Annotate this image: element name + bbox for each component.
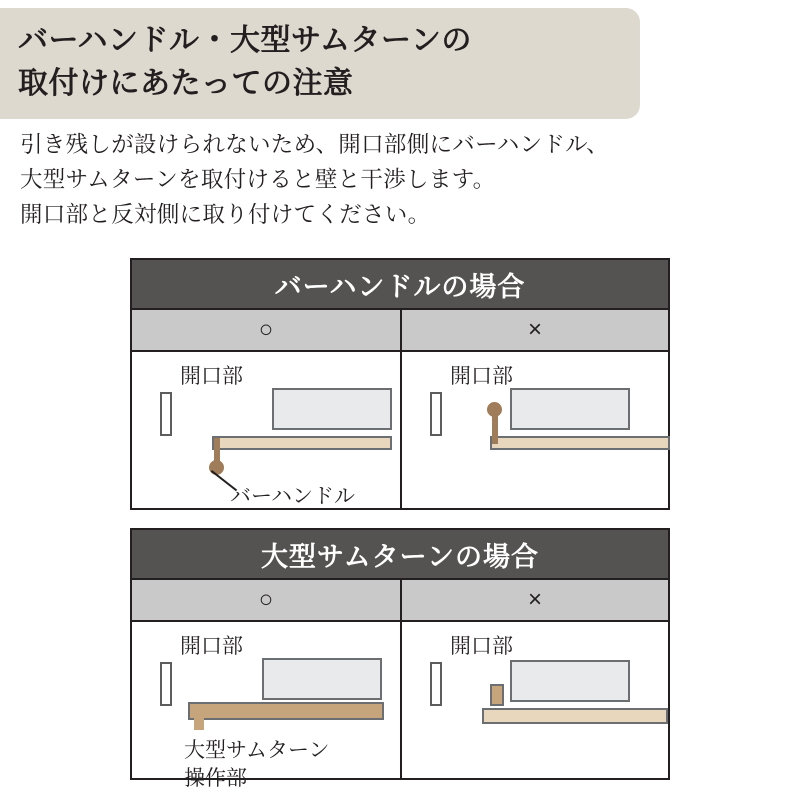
mark-row-thumb-turn	[132, 578, 668, 620]
thumb-turn-ok-illustration	[132, 622, 400, 790]
wall-stub-icon	[160, 662, 172, 706]
wall-stub-icon	[430, 662, 442, 706]
door-panel-shape	[510, 388, 630, 430]
door-panel-shape	[272, 388, 392, 430]
opening-label-thumb-ng: 開口部	[450, 635, 513, 658]
part-label-bar-handle: バーハンドル	[230, 485, 355, 508]
page-title-banner	[0, 8, 640, 119]
door-panel-shape	[262, 658, 382, 700]
page-title-line-1: バーハンドル・大型サムターンの	[18, 24, 472, 57]
illustration-row-thumb-turn	[132, 620, 668, 790]
wall-stub-icon	[430, 392, 442, 436]
illustration-row-bar-handle	[132, 350, 668, 508]
diagram-block-thumb-turn	[130, 528, 670, 790]
ng-mark-thumb-turn: ×	[400, 580, 668, 620]
bar-handle-ok-illustration	[132, 352, 400, 508]
ok-mark-bar-handle: ○	[258, 316, 274, 343]
ng-mark-bar-handle: ×	[400, 310, 668, 350]
opening-label-bar-ok: 開口部	[180, 365, 243, 388]
thumb-turn-knob-icon	[194, 718, 204, 730]
thumb-turn-base-shape	[482, 708, 668, 724]
block-title-thumb-turn: 大型サムターンの場合	[132, 530, 668, 578]
opening-label-bar-ng: 開口部	[450, 365, 513, 388]
sash-bar-shape	[212, 436, 392, 450]
wall-stub-icon	[160, 392, 172, 436]
intro-paragraph	[20, 128, 780, 233]
diagram-block-bar-handle	[130, 258, 670, 510]
door-panel-shape	[510, 660, 630, 702]
part-label-thumb-turn-line-2: 操作部	[184, 767, 247, 790]
thumb-turn-ng-illustration	[400, 622, 668, 778]
intro-line-1: 引き残しが設けられないため、開口部側にバーハンドル、	[20, 132, 609, 157]
mark-row-bar-handle	[132, 308, 668, 350]
intro-line-2: 大型サムターンを取付けると壁と干渉します。	[20, 166, 496, 192]
thumb-turn-base-shape	[188, 702, 384, 720]
sash-bar-shape	[490, 436, 670, 450]
block-title-bar-handle: バーハンドルの場合	[132, 260, 668, 308]
thumb-turn-knob-icon	[490, 684, 504, 706]
part-label-thumb-turn-line-1: 大型サムターン	[184, 739, 330, 762]
ok-mark-thumb-turn: ○	[258, 586, 274, 613]
intro-line-3: 開口部と反対側に取り付けてください。	[20, 201, 431, 227]
opening-label-thumb-ok: 開口部	[180, 635, 243, 658]
bar-handle-knob-icon	[487, 402, 502, 417]
page-title-line-2: 取付けにあたっての注意	[18, 66, 354, 100]
bar-handle-ng-illustration	[400, 352, 668, 508]
